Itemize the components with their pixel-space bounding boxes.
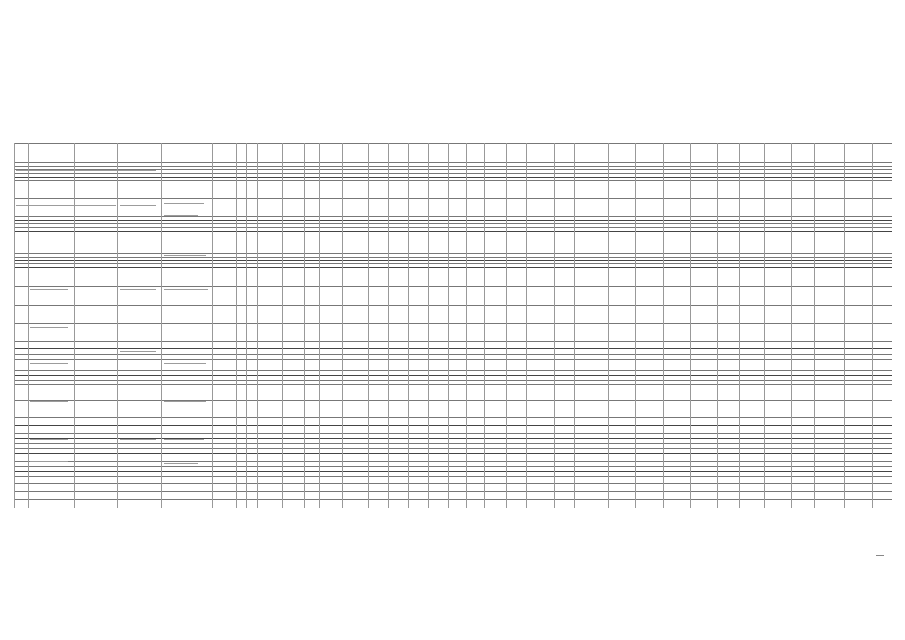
table-column-divider (466, 143, 467, 508)
table-column-divider (236, 143, 237, 508)
cell-text-placeholder (16, 170, 156, 171)
table-row-divider (14, 433, 892, 434)
table-column-divider (484, 143, 485, 508)
table-column-divider (764, 143, 765, 508)
table-row-divider (14, 400, 892, 401)
table-row-divider (14, 227, 892, 228)
cell-text-placeholder (164, 401, 206, 402)
table-column-divider (844, 143, 845, 508)
table-row-divider (14, 305, 892, 306)
table-row-divider (14, 198, 892, 199)
table-column-divider (257, 143, 258, 508)
cell-text-placeholder (164, 289, 208, 290)
table-row-divider (14, 448, 892, 449)
table-row-divider (14, 476, 892, 477)
cell-text-placeholder (164, 203, 204, 204)
table-column-divider (690, 143, 691, 508)
table-row-divider (14, 380, 892, 381)
cell-text-placeholder (30, 363, 68, 364)
cell-text-placeholder (30, 205, 68, 206)
cell-text-placeholder (120, 205, 156, 206)
cell-text-placeholder (120, 351, 156, 352)
table-row-divider (14, 499, 892, 500)
cell-text-placeholder (30, 439, 68, 440)
table-row-divider (14, 417, 892, 418)
cell-text-placeholder (120, 439, 156, 440)
table-column-divider (304, 143, 305, 508)
table-row-divider (14, 471, 892, 472)
table-row-divider (14, 443, 892, 444)
table-column-divider (635, 143, 636, 508)
table-column-divider (448, 143, 449, 508)
cell-text-placeholder (164, 255, 206, 256)
table-column-divider (717, 143, 718, 508)
table-row-divider (14, 384, 892, 385)
table-column-divider (408, 143, 409, 508)
table-row-divider (14, 260, 892, 261)
table-column-divider (554, 143, 555, 508)
table-column-divider (506, 143, 507, 508)
table-column-divider (428, 143, 429, 508)
table-row-divider (14, 220, 892, 221)
table-column-divider (739, 143, 740, 508)
table-row-divider (14, 166, 892, 167)
table-row-divider (14, 223, 892, 224)
table-row-divider (14, 143, 892, 144)
table-row-divider (14, 286, 892, 287)
table-column-divider (161, 143, 162, 508)
organization-name (330, 119, 575, 125)
document-title (330, 112, 575, 118)
table-row-divider (14, 231, 892, 232)
table-row-divider (14, 263, 892, 264)
table-row-divider (14, 177, 892, 178)
table-column-divider (574, 143, 575, 508)
table-column-divider (663, 143, 664, 508)
table-row-divider (14, 375, 892, 376)
table-column-divider (319, 143, 320, 508)
table-row-divider (14, 425, 892, 426)
scope-line (300, 129, 530, 135)
table-row-divider (14, 253, 892, 254)
cell-text-placeholder (164, 439, 204, 440)
table-row-divider (14, 267, 892, 268)
table-column-divider (212, 143, 213, 508)
cell-text-placeholder (164, 463, 198, 464)
table-column-divider (282, 143, 283, 508)
cell-text-placeholder (164, 215, 198, 216)
cell-text-placeholder (30, 327, 68, 328)
cell-text-placeholder (120, 289, 156, 290)
table-column-divider (342, 143, 343, 508)
table-row-divider (14, 461, 892, 462)
table-column-divider (117, 143, 118, 508)
cell-text-placeholder (164, 363, 206, 364)
table-column-divider (246, 143, 247, 508)
table-column-divider (526, 143, 527, 508)
table-row-divider (14, 483, 892, 484)
cell-text-placeholder (30, 401, 68, 402)
table-row-divider (14, 323, 892, 324)
table-row-divider (14, 180, 892, 181)
table-row-divider (14, 354, 892, 355)
table-column-divider (74, 143, 75, 508)
investment-program-table (14, 143, 892, 508)
table-row-divider (14, 162, 892, 163)
table-row-divider (14, 173, 892, 174)
table-row-divider (14, 491, 892, 492)
cell-text-placeholder (30, 461, 68, 462)
table-row-divider (14, 466, 892, 467)
page-mark (876, 555, 884, 556)
table-column-divider (14, 143, 15, 508)
table-row-divider (14, 348, 892, 349)
table-column-divider (28, 143, 29, 508)
table-row-divider (14, 359, 892, 360)
table-column-divider (814, 143, 815, 508)
table-column-divider (791, 143, 792, 508)
table-row-divider (14, 341, 892, 342)
cell-text-placeholder (30, 289, 68, 290)
table-column-divider (388, 143, 389, 508)
footnote (14, 518, 892, 523)
table-column-divider (368, 143, 369, 508)
table-row-divider (14, 257, 892, 258)
table-row-divider (14, 216, 892, 217)
table-row-divider (14, 370, 892, 371)
table-row-divider (14, 453, 892, 454)
table-column-divider (872, 143, 873, 508)
table-column-divider (608, 143, 609, 508)
